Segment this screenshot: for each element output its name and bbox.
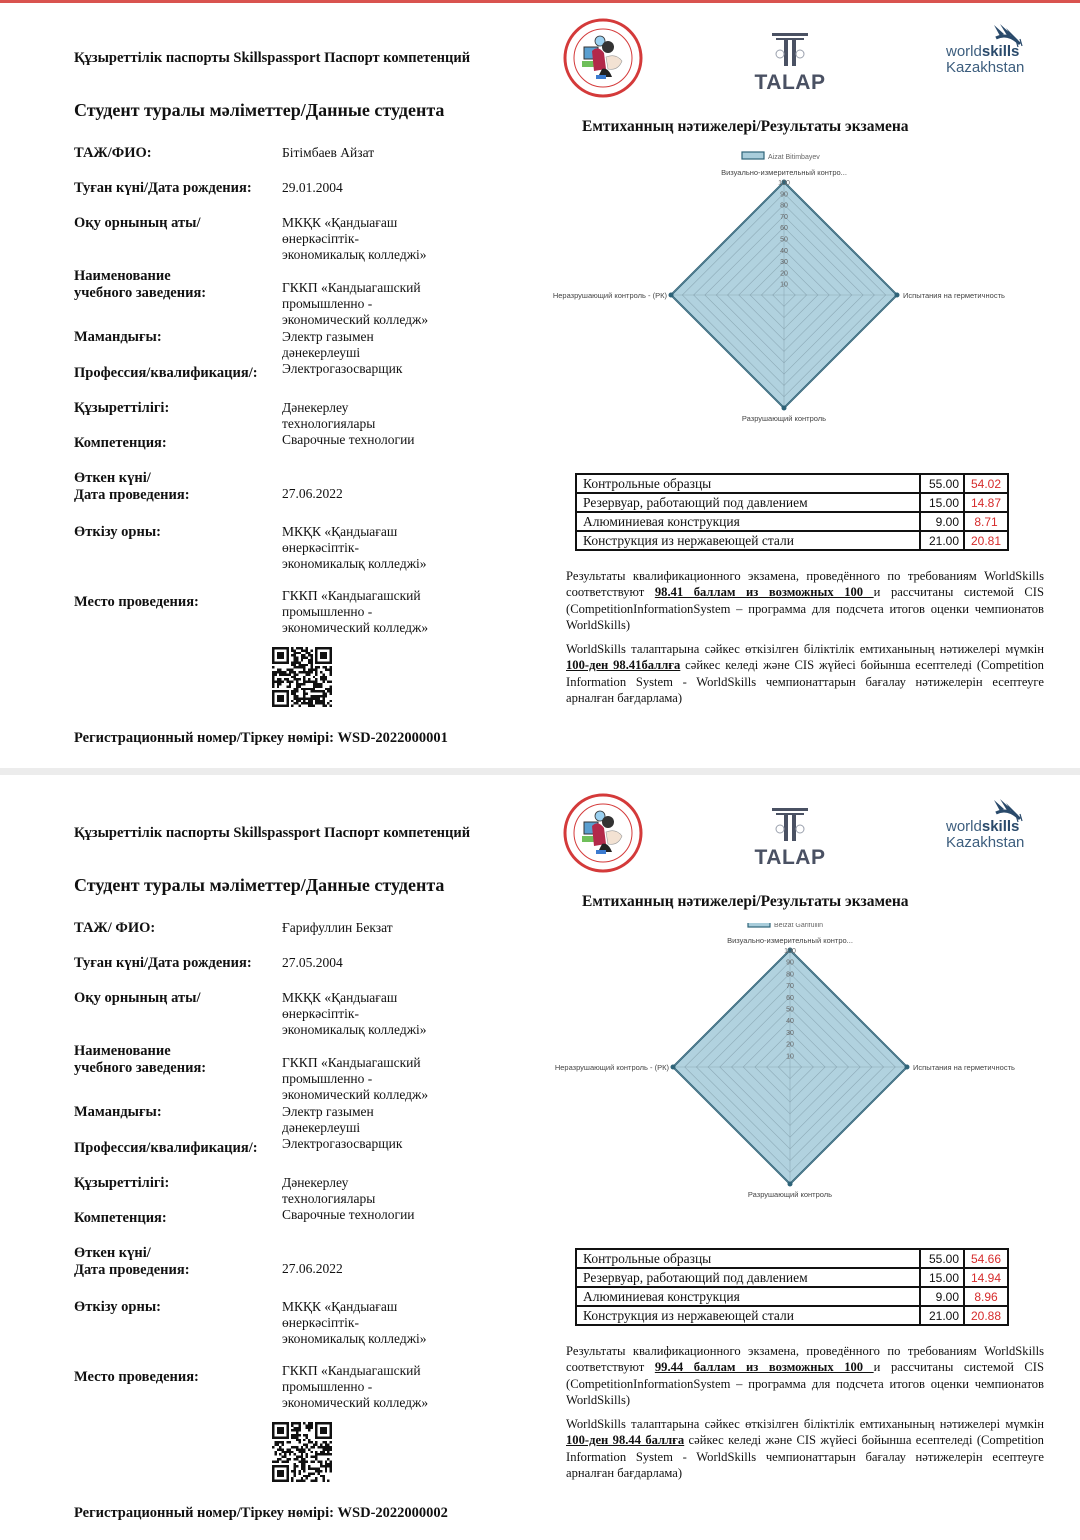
field-value-fio: Ғарифуллин Бекзат (282, 920, 393, 935)
talap-logo (740, 30, 840, 100)
score-value: 54.66 (964, 1249, 1008, 1268)
field-label-venue-ru: Место проведения: (74, 1369, 199, 1385)
radar-axis-label: Неразрушающий контроль - (РК) (552, 291, 667, 300)
results-row (576, 1249, 1008, 1268)
field-value-competence-ru: Сварочные технологии (282, 432, 415, 447)
radar-tick-label: 10 (786, 1053, 794, 1061)
registration-number: Регистрационный номер/Тіркеу нөмірі: WSD-2022000001 (74, 730, 448, 746)
text-line: промышленно - (282, 1071, 373, 1086)
college-emblem-logo (562, 17, 644, 99)
para-ru-text-end: и рассчитаны системой CIS (CompetitionInformationSystem – программа для подсчета итогов оценки чемпионатов WorldSkills) (566, 1360, 1044, 1407)
text-line: Дәнекерлеу (282, 1175, 349, 1190)
text-line: экономикалық колледжі» (282, 1331, 427, 1346)
text-line: экономический колледж» (282, 1395, 429, 1410)
text-line: экономический колледж» (282, 1087, 429, 1102)
radar-tick-label: 50 (780, 236, 788, 244)
field-label-competence-ru: Компетенция: (74, 1210, 167, 1226)
module-name: Конструкция из нержавеющей стали (576, 1306, 920, 1325)
radar-tick-label: 20 (780, 270, 788, 278)
radar-legend-swatch (748, 923, 770, 927)
max-points: 21.00 (920, 531, 964, 550)
result-paragraph-ru (566, 1343, 1044, 1408)
module-name: Резервуар, работающий под давлением (576, 493, 920, 512)
field-value-competence-ru: Сварочные технологии (282, 1207, 415, 1222)
field-value-exam-date: 27.06.2022 (282, 1261, 343, 1276)
passport-page-2 (0, 775, 1080, 1540)
score-value: 8.96 (964, 1287, 1008, 1306)
para-kz-score: 100-ден 98.41баллға (566, 658, 681, 673)
text-line: өнеркәсіптік- (282, 231, 359, 246)
radar-tick-label: 40 (780, 247, 788, 255)
field-label-school-kz: Оқу орнының аты/ (74, 215, 201, 231)
field-label-school-ru (74, 1043, 206, 1077)
field-value-venue-ru (282, 1363, 428, 1411)
results-table (575, 1248, 1009, 1326)
radar-axis-label: Визуально-измерительный контро... (721, 168, 847, 177)
text-line: дәнекерлеуші (282, 1120, 361, 1135)
text-line: өнеркәсіптік- (282, 540, 359, 555)
radar-data-point (671, 1065, 676, 1070)
talap-wordmark: TALAP (754, 71, 826, 94)
score-value: 14.94 (964, 1268, 1008, 1287)
field-label-specialty: Мамандығы: (74, 329, 162, 345)
text-line: экономикалық колледжі» (282, 556, 427, 571)
radar-tick-label: 70 (786, 983, 794, 991)
results-row (576, 1306, 1008, 1325)
qr-code (272, 1422, 332, 1482)
field-value-exam-date: 27.06.2022 (282, 486, 343, 501)
score-value: 14.87 (964, 493, 1008, 512)
field-value-birthdate: 27.05.2004 (282, 955, 343, 970)
field-value-school-ru (282, 1055, 428, 1103)
text-line: өнеркәсіптік- (282, 1315, 359, 1330)
field-label-venue-ru: Место проведения: (74, 594, 199, 610)
worldskills-wordmark: worldskills (946, 818, 1020, 835)
radar-axis-label: Разрушающий контроль (741, 414, 827, 423)
results-table (575, 473, 1009, 551)
radar-tick-label: 90 (786, 959, 794, 967)
para-ru-text: Результаты квалификационного экзамена, проведённого по требованиям WorldSkills соответствуют (566, 1344, 1044, 1375)
field-label-birthdate: Туған күні/Дата рождения: (74, 180, 252, 196)
radar-legend-swatch (742, 152, 764, 159)
text-line: МКҚК «Қандыағаш (282, 1299, 398, 1314)
max-points: 15.00 (920, 1268, 964, 1287)
radar-tick-label: 50 (786, 1006, 794, 1014)
worldskills-wordmark: worldskills (946, 43, 1020, 60)
max-points: 55.00 (920, 1249, 964, 1268)
para-ru-score: 98.41 баллам из возможных 100 (654, 585, 874, 600)
field-value-fio: Бітімбаев Айзат (282, 145, 375, 160)
radar-tick-label: 30 (786, 1029, 794, 1037)
text-line: промышленно - (282, 1379, 373, 1394)
para-kz-text: WorldSkills талаптарына сәйкес өткізілген біліктілік емтиханының нәтижелері мүмкін (566, 1417, 1044, 1431)
field-value-competence-kz (282, 400, 375, 432)
text-line: экономический колледж» (282, 312, 429, 327)
field-value-specialty (282, 1104, 374, 1136)
registration-number: Регистрационный номер/Тіркеу нөмірі: WSD-2022000002 (74, 1505, 448, 1521)
score-value: 20.81 (964, 531, 1008, 550)
radar-data-point (905, 1065, 910, 1070)
field-value-profession: Электрогазосварщик (282, 1136, 403, 1151)
result-paragraph-kz (566, 641, 1044, 706)
results-row (576, 1287, 1008, 1306)
text-line: учебного заведения: (74, 285, 207, 301)
text-line: Өткен күні/ (74, 470, 151, 486)
text-line: Наименование (74, 268, 171, 284)
text-line: промышленно - (282, 296, 373, 311)
results-row (576, 493, 1008, 512)
text-line: ГККП «Кандыагашский (282, 280, 421, 295)
field-label-profession: Профессия/квалификация/: (74, 1140, 258, 1156)
field-label-competence-kz: Құзыреттілігі: (74, 1175, 170, 1191)
field-value-school-kz (282, 215, 427, 263)
text-line: Дәнекерлеу (282, 400, 349, 415)
radar-axis-label: Неразрушающий контроль - (РК) (554, 1063, 669, 1072)
radar-tick-label: 80 (786, 971, 794, 979)
radar-data-point (782, 406, 787, 411)
max-points: 15.00 (920, 493, 964, 512)
text-line: Өткен күні/ (74, 1245, 151, 1261)
text-line: МКҚК «Қандыағаш (282, 524, 398, 539)
radar-axis-label: Разрушающий контроль (747, 1190, 833, 1199)
field-label-venue-kz: Өткізу орны: (74, 1299, 161, 1315)
passport-header: Құзыреттілік паспорты Skillspassport Паспорт компетенций (74, 50, 471, 66)
field-label-fio: ТАЖ/ ФИО: (74, 920, 156, 936)
max-points: 9.00 (920, 1287, 964, 1306)
max-points: 21.00 (920, 1306, 964, 1325)
max-points: 55.00 (920, 474, 964, 493)
module-name: Конструкция из нержавеющей стали (576, 531, 920, 550)
worldskills-logo (946, 797, 1036, 857)
text-line: ГККП «Кандыагашский (282, 1055, 421, 1070)
para-ru-score: 99.44 баллам из возможных 100 (654, 1360, 874, 1375)
text-line: ГККП «Кандыагашский (282, 1363, 421, 1378)
radar-data-point (788, 1182, 793, 1187)
text-line: МКҚК «Қандыағаш (282, 215, 398, 230)
talap-logo (740, 805, 840, 875)
field-value-specialty (282, 329, 374, 361)
worldskills-country: Kazakhstan (946, 834, 1025, 851)
text-line: дәнекерлеуші (282, 345, 361, 360)
radar-axis-label: Испытания на герметичность (913, 1063, 1015, 1072)
field-label-specialty: Мамандығы: (74, 1104, 162, 1120)
para-kz-text-end: сәйкес келеді және CIS жүйесі бойынша есептеледі (Competition Information System - WorldSkills чемпионаттарын бағалау нәтижелерін есептеуге арналған бағдарлама) (566, 1433, 1044, 1480)
field-label-competence-ru: Компетенция: (74, 435, 167, 451)
field-label-profession: Профессия/квалификация/: (74, 365, 258, 381)
passport-header: Құзыреттілік паспорты Skillspassport Паспорт компетенций (74, 825, 471, 841)
radar-tick-label: 100 (784, 948, 796, 955)
text-line: технологиялары (282, 1191, 376, 1206)
radar-tick-label: 60 (780, 225, 788, 233)
radar-tick-label: 90 (780, 191, 788, 199)
radar-chart (548, 923, 1018, 1203)
text-line: Электр газымен (282, 329, 374, 344)
text-line: технологиялары (282, 416, 376, 431)
para-kz-text: WorldSkills талаптарына сәйкес өткізілген біліктілік емтиханының нәтижелері мүмкін (566, 642, 1044, 656)
result-paragraph-ru (566, 568, 1044, 633)
field-label-birthdate: Туған күні/Дата рождения: (74, 955, 252, 971)
radar-tick-label: 80 (780, 202, 788, 210)
module-name: Алюминиевая конструкция (576, 1287, 920, 1306)
radar-tick-label: 100 (778, 180, 790, 187)
score-value: 54.02 (964, 474, 1008, 493)
radar-legend-label: Aizat Bitimbayev (768, 154, 820, 161)
field-label-exam-date (74, 1245, 190, 1279)
qr-code (272, 647, 332, 707)
worldskills-country: Kazakhstan (946, 59, 1025, 76)
results-title: Емтиханның нәтижелері/Результаты экзамена (582, 118, 909, 135)
field-value-venue-kz (282, 1299, 427, 1347)
talap-emblem-icon (740, 30, 840, 68)
field-value-school-ru (282, 280, 428, 328)
field-value-birthdate: 29.01.2004 (282, 180, 343, 195)
worldskills-logo (946, 22, 1036, 82)
field-label-school-kz: Оқу орнының аты/ (74, 990, 201, 1006)
radar-data-point (669, 293, 674, 298)
results-row (576, 1268, 1008, 1287)
module-name: Алюминиевая конструкция (576, 512, 920, 531)
para-ru-text-end: и рассчитаны системой CIS (CompetitionInformationSystem – программа для подсчета итогов оценки чемпионатов WorldSkills) (566, 585, 1044, 632)
result-paragraph-kz (566, 1416, 1044, 1481)
text-line: ГККП «Кандыагашский (282, 588, 421, 603)
radar-axis-label: Испытания на герметичность (903, 291, 1005, 300)
radar-tick-label: 70 (780, 213, 788, 221)
text-line: учебного заведения: (74, 1060, 207, 1076)
field-label-fio: ТАЖ/ФИО: (74, 145, 152, 161)
text-line: МКҚК «Қандыағаш (282, 990, 398, 1005)
results-title: Емтиханның нәтижелері/Результаты экзамена (582, 893, 909, 910)
results-row (576, 531, 1008, 550)
module-name: Резервуар, работающий под давлением (576, 1268, 920, 1287)
radar-tick-label: 20 (786, 1041, 794, 1049)
module-name: Контрольные образцы (576, 474, 920, 493)
field-value-school-kz (282, 990, 427, 1038)
section-title: Студент туралы мәліметтер/Данные студента (74, 875, 445, 895)
page-separator (0, 768, 1080, 775)
radar-tick-label: 10 (780, 281, 788, 289)
field-label-exam-date (74, 470, 190, 504)
passport-page-1 (0, 0, 1080, 765)
radar-legend-label: Beizat Garifullin (774, 923, 824, 929)
score-value: 20.88 (964, 1306, 1008, 1325)
max-points: 9.00 (920, 512, 964, 531)
results-row (576, 512, 1008, 531)
section-title: Студент туралы мәліметтер/Данные студента (74, 100, 445, 120)
field-value-competence-kz (282, 1175, 375, 1207)
results-row (576, 474, 1008, 493)
para-kz-text-end: сәйкес келеді және CIS жүйесі бойынша есептеледі (Competition Information System - WorldSkills чемпионаттарын бағалау нәтижелерін есептеуге арналған бағдарлама) (566, 658, 1044, 705)
field-value-profession: Электрогазосварщик (282, 361, 403, 376)
score-value: 8.71 (964, 512, 1008, 531)
text-line: Электр газымен (282, 1104, 374, 1119)
field-value-venue-ru (282, 588, 428, 636)
text-line: Наименование (74, 1043, 171, 1059)
text-line: Дата проведения: (74, 1262, 190, 1278)
radar-data-point (895, 293, 900, 298)
text-line: өнеркәсіптік- (282, 1006, 359, 1021)
field-label-venue-kz: Өткізу орны: (74, 524, 161, 540)
text-line: промышленно - (282, 604, 373, 619)
radar-tick-label: 60 (786, 994, 794, 1002)
field-value-venue-kz (282, 524, 427, 572)
text-line: экономический колледж» (282, 620, 429, 635)
text-line: экономикалық колледжі» (282, 1022, 427, 1037)
field-label-competence-kz: Құзыреттілігі: (74, 400, 170, 416)
college-emblem-logo (562, 792, 644, 874)
text-line: экономикалық колледжі» (282, 247, 427, 262)
radar-tick-label: 40 (786, 1018, 794, 1026)
module-name: Контрольные образцы (576, 1249, 920, 1268)
text-line: Дата проведения: (74, 487, 190, 503)
para-kz-score: 100-ден 98.44 баллға (566, 1433, 685, 1448)
radar-tick-label: 30 (780, 259, 788, 267)
radar-chart (548, 148, 1018, 428)
talap-wordmark: TALAP (754, 846, 826, 869)
field-label-school-ru (74, 268, 206, 302)
radar-axis-label: Визуально-измерительный контро... (727, 936, 853, 945)
para-ru-text: Результаты квалификационного экзамена, проведённого по требованиям WorldSkills соответствуют (566, 569, 1044, 600)
talap-emblem-icon (740, 805, 840, 843)
